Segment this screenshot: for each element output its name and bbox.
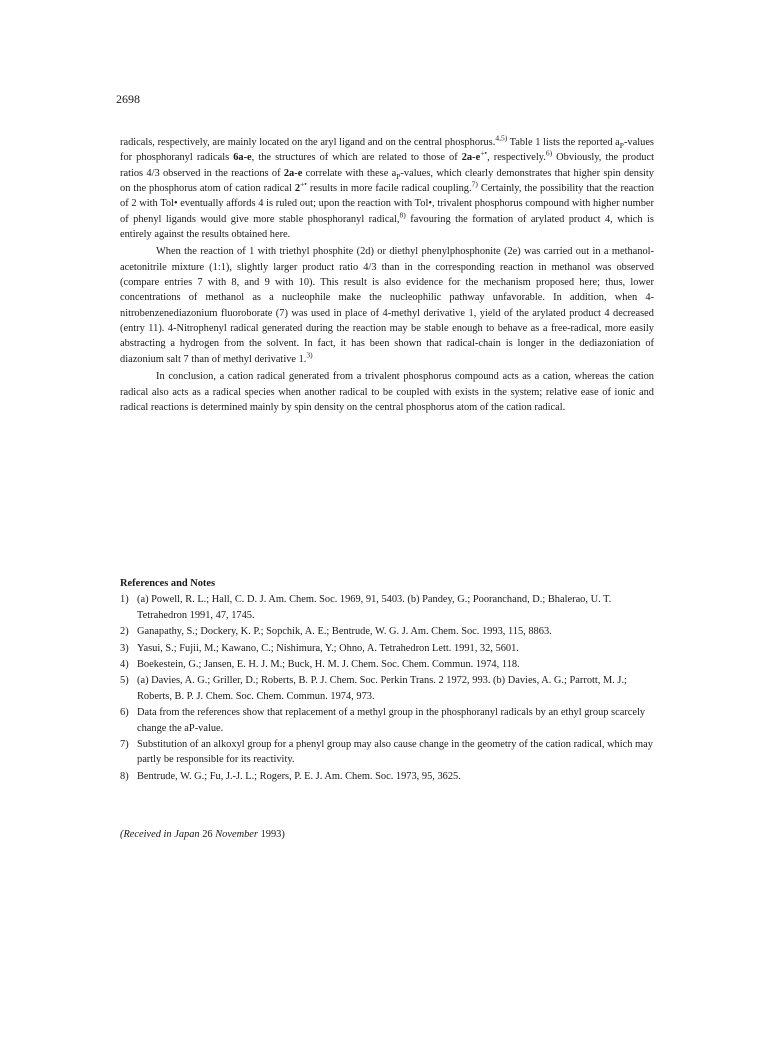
reference-number: 5)	[120, 675, 129, 687]
paragraph-3: In conclusion, a cation radical generated from a trivalent phosphorus compound acts as a cation, whereas the cation radical also acts as a radical species when another radical to be coupled with exists in the system; relative ease of ionic and radical reactions is determined mainly by spin density on the central phosphorus atom of the cation radical.	[120, 371, 654, 413]
reference-number: 6)	[120, 707, 129, 719]
references-list	[120, 592, 654, 784]
page-number: 2698	[116, 92, 140, 106]
reference-text: Data from the references show that replacement of a methyl group in the phosphoranyl radicals by an ethyl group scarcely change the aP-value.	[137, 707, 646, 734]
references-section	[120, 576, 654, 784]
reference-item	[120, 705, 654, 736]
reference-item	[120, 592, 654, 623]
reference-item	[120, 673, 654, 704]
body-text	[120, 135, 654, 415]
received-date: (Received in Japan 26 November 1993)	[120, 829, 285, 840]
reference-text: Boekestein, G.; Jansen, E. H. J. M.; Buck, H. M. J. Chem. Soc. Chem. Commun. 1974, 118.	[137, 659, 520, 671]
reference-number: 2)	[120, 626, 129, 638]
reference-number: 1)	[120, 594, 129, 606]
reference-text: (a) Davies, A. G.; Griller, D.; Roberts, B. P. J. Chem. Soc. Perkin Trans. 2 1972, 993. (b) Davies, A. G.; Parrott, M. J.; Roberts, B. P. J. Chem. Soc. Chem. Commun. 1974, 973.	[137, 675, 627, 702]
reference-item	[120, 737, 654, 768]
reference-item	[120, 657, 654, 672]
reference-text: Yasui, S.; Fujii, M.; Kawano, C.; Nishimura, Y.; Ohno, A. Tetrahedron Lett. 1991, 32, 5601.	[137, 642, 519, 654]
reference-text: (a) Powell, R. L.; Hall, C. D. J. Am. Chem. Soc. 1969, 91, 5403. (b) Pandey, G.; Pooranchand, D.; Bhalerao, U. T. Tetrahedron 1991, 47, 1745.	[137, 594, 612, 621]
reference-text: Substitution of an alkoxyl group for a phenyl group may also cause change in the geometry of the cation radical, which may partly be responsible for its reactivity.	[137, 739, 653, 766]
paragraph-2: When the reaction of 1 with triethyl phosphite (2d) or diethyl phenylphosphonite (2e) was carried out in a methanol-acetonitrile mixture (1:1), slightly larger product ratio 4/3 than in the corresponding reaction in methanol was observed (compare entries 7 with 8, and 9 with 10). This result is also evidence for the mechanism proposed here; thus, lower concentrations of methanol as a nucleophile make the nucleophilic pathway unfavorable. In addition, when 4-nitrobenzenediazonium fluoroborate (7) was used in place of 4-methyl derivative 1, yield of the arylated product 4 decreased (entry 11). 4-Nitrophenyl radical generated during the reaction may be stable enough to behave as a free-radical, more easily abstracting a hydrogen from the solvent. In fact, it has been shown that radical-chain is longer in the dediazoniation of diazonium salt 7 than of methyl derivative 1.$^{3)}$	[120, 246, 654, 365]
reference-number: 3)	[120, 642, 129, 654]
references-heading: References and Notes	[120, 578, 216, 589]
reference-number: 4)	[120, 659, 129, 671]
paragraph-1: radicals, respectively, are mainly located on the aryl ligand and on the central phosphorus.$^{4,5)}$ Table 1 lists the reported $a_P$-values for phosphoranyl radicals 6a-e, the structures of which are related to those of 2a-e+•, respectively.$^{6)}$ Obviously, the product ratios 4/3 observed in the reactions of 2a-e correlate with these $a_P$-values, which clearly demonstrates that higher spin density on the phosphorus atom of cation radical 2+• results in more facile radical coupling.$^{7)}$ Certainly, the possibility that the reaction of 2 with Tol• eventually affords 4 is ruled out; upon the reaction with Tol•, trivalent phosphorus compound with higher number of phenyl ligands would give more stable phosphoranyl radical,$^{8)}$ favouring the formation of arylated product 4, which is entirely against the results obtained here.	[120, 133, 654, 241]
reference-item	[120, 641, 654, 656]
reference-item	[120, 769, 654, 784]
reference-text: Ganapathy, S.; Dockery, K. P.; Sopchik, A. E.; Bentrude, W. G. J. Am. Chem. Soc. 1993, 115, 8863.	[137, 626, 552, 638]
reference-item	[120, 624, 654, 639]
reference-number: 8)	[120, 770, 129, 782]
reference-number: 7)	[120, 739, 129, 751]
reference-text: Bentrude, W. G.; Fu, J.-J. L.; Rogers, P. E. J. Am. Chem. Soc. 1973, 95, 3625.	[137, 770, 461, 782]
